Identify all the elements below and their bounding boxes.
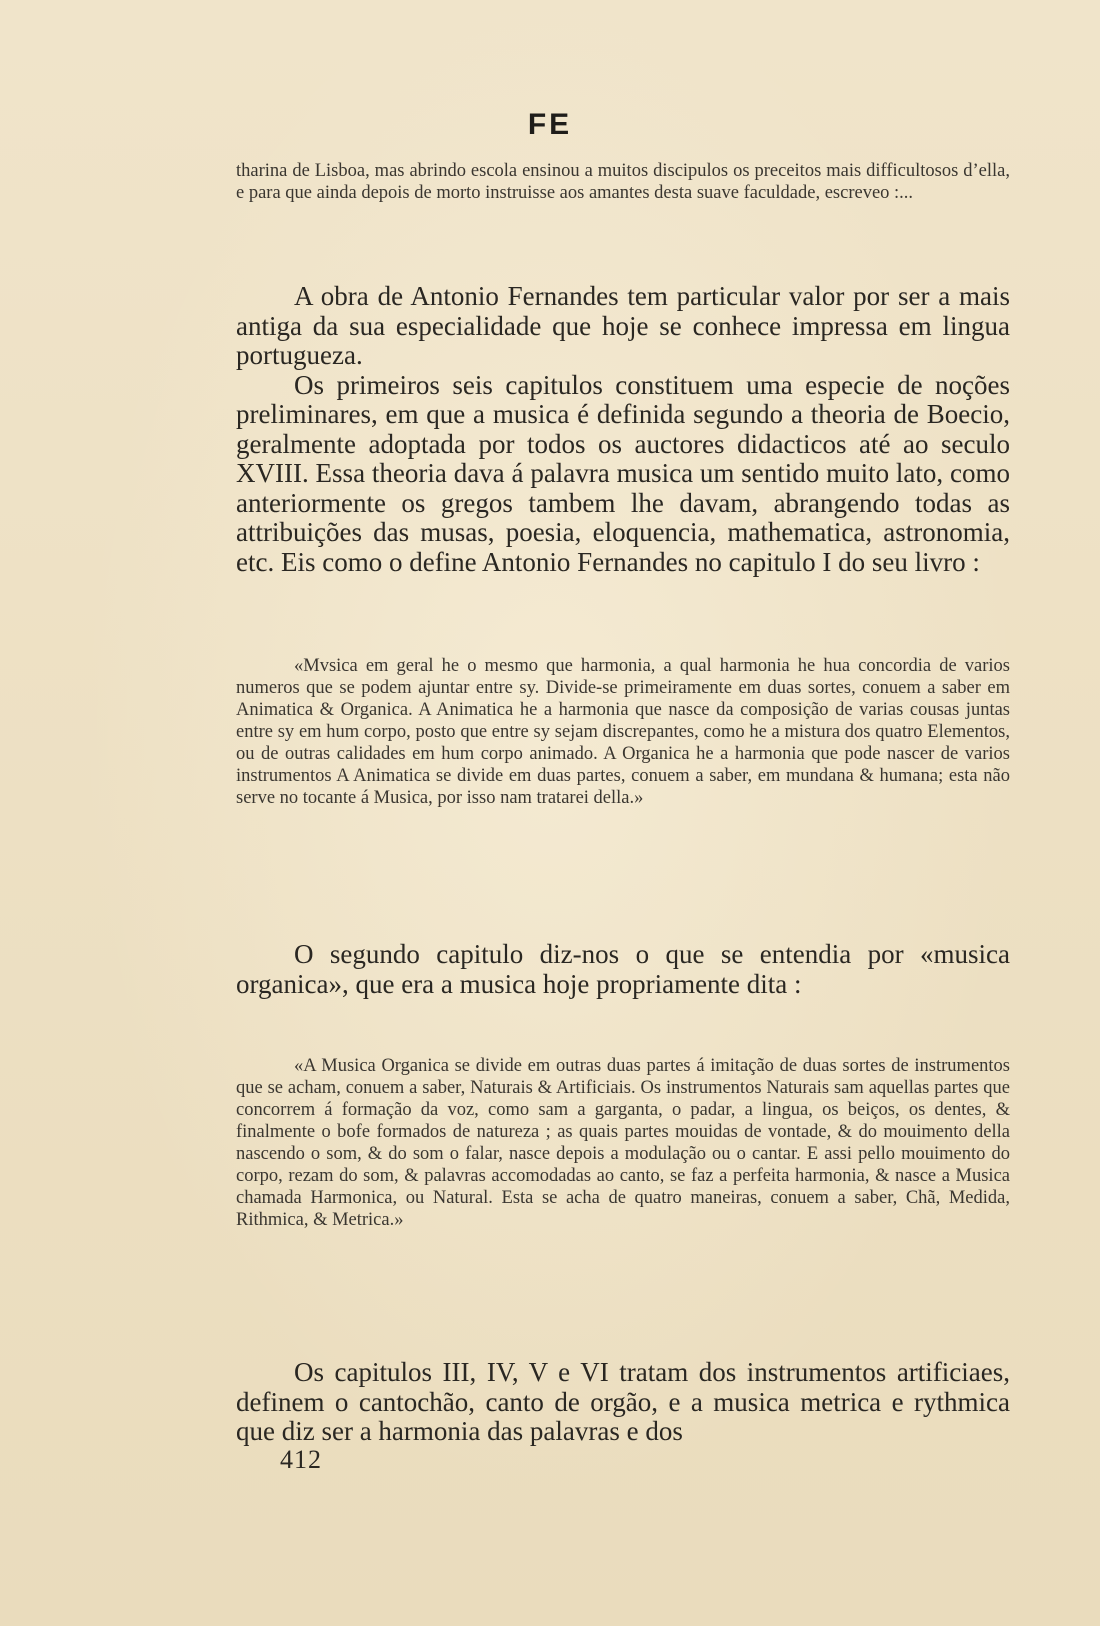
paragraph-2: Os primeiros seis capitulos constituem uma especie de noções preliminares, em que a musica é definida segundo a theoria de Boecio, geralmente adoptada por todos os auctores didacticos até ao seculo XVIII. Essa theoria dava á palavra musica um sentido muito lato, como anteriormente os gregos tambem lhe davam, abrangendo todas as attribuições das musas, poesia, eloquencia, mathematica, astronomia, etc. Eis como o define Antonio Fernandes no capitulo I do seu livro : xyxy=(236,369,1010,577)
quote-2: «A Musica Organica se divide em outras duas partes á imitação de duas sortes de instrumentos que se acham, conuem a saber, Naturais & Artificiais. Os instrumentos Naturais sam aquellas partes que concorrem á formação da voz, como sam a garganta, o padar, a lingua, os beiços, os dentes, & finalmente o bofe formados de natureza ; as quais partes mouidas de vontade, & do mouimento della nascendo o som, & do som o falar, nasce depois a modulação ou o cantar. E assi pello mouimento do corpo, rezam do som, & palavras accomodadas ao canto, se faz a perfeita harmonia, & nasce a Musica chamada Harmonica, ou Natural. Esta se acha de quatro maneiras, conuem a saber, Chã, Medida, Rithmica, & Metrica.» xyxy=(236,1056,1010,1230)
page-number: 412 xyxy=(280,1445,322,1474)
continuation-paragraph: tharina de Lisboa, mas abrindo escola ensinou a muitos discipulos os preceitos mais difficultosos d’ella, e para que ainda depois de morto instruisse aos amantes desta suave faculdade, escreveo :... xyxy=(236,161,1010,203)
running-head: FE xyxy=(527,108,573,141)
body-text-middle xyxy=(236,940,1010,999)
quote-1: «Mvsica em geral he o mesmo que harmonia, a qual harmonia he hua concordia de varios numeros que se podem ajuntar entre sy. Divide-se primeiramente em duas sortes, conuem a saber em Animatica & Organica. A Animatica he a harmonia que nasce da composição de varias cousas juntas entre sy em hum corpo, posto que entre sy sejam discrepantes, como he a mistura dos quatro Elementos, ou de outras calidades em hum corpo animado. A Organica he a harmonia que pode nascer de varios instrumentos A Animatica se divide em duas partes, conuem a saber, em mundana & humana; esta não serve no tocante á Musica, por isso nam tratarei della.» xyxy=(236,656,1010,808)
body-text-lower xyxy=(236,1358,1010,1447)
paragraph-3: O segundo capitulo diz-nos o que se entendia por «musica organica», que era a musica hoje propriamente dita : xyxy=(236,939,1010,999)
body-text-upper xyxy=(236,282,1010,577)
block-quote-2 xyxy=(236,1055,1010,1231)
paragraph-1: A obra de Antonio Fernandes tem particular valor por ser a mais antiga da sua especialidade que hoje se conhece impressa em lingua portugueza. xyxy=(236,281,1010,370)
paragraph-4: Os capitulos III, IV, V e VI tratam dos instrumentos artificiaes, definem o cantochão, canto de orgão, e a musica metrica e rythmica que diz ser a harmonia das palavras e dos xyxy=(236,1357,1010,1446)
block-quote-1 xyxy=(236,655,1010,809)
continuation-text xyxy=(236,160,1010,204)
